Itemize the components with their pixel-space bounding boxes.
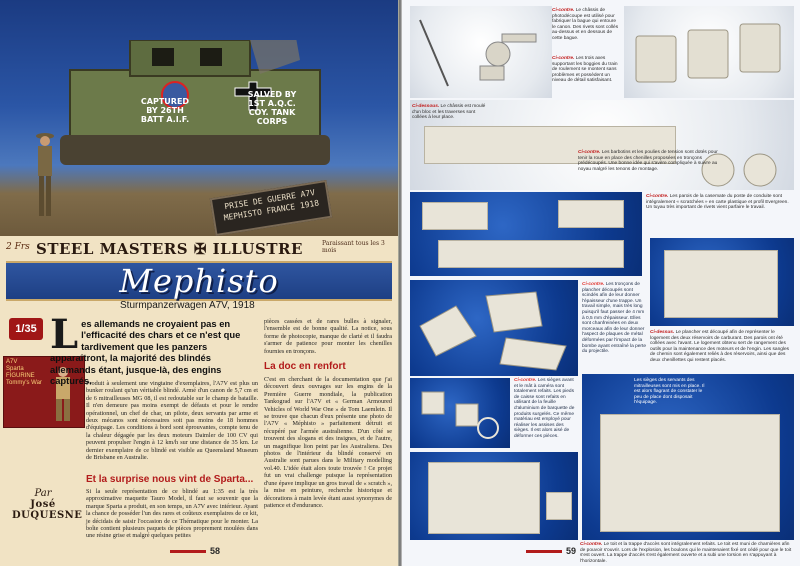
caption-5	[646, 194, 794, 211]
hatch-panel	[546, 492, 572, 520]
figure-label: FIGURINE	[6, 373, 35, 379]
caption-4	[578, 150, 728, 172]
figure-brand: Tommy's War	[6, 380, 42, 386]
page-number-left	[166, 546, 220, 556]
caption-5-label: Ci-contre.	[646, 194, 669, 199]
right-page	[402, 0, 800, 566]
caption-8	[514, 378, 578, 440]
caption-9	[634, 378, 710, 406]
caption-1-label: Ci-contre.	[552, 8, 575, 13]
caption-10-label: Ci-contre.	[580, 542, 603, 547]
author-name: José DUQUESNE	[12, 499, 83, 521]
caption-3-text: Le châssis est moulé d'un bloc et les traverses sont collées à leur place.	[412, 104, 486, 121]
floor-section	[664, 250, 778, 318]
title-banner	[6, 261, 392, 301]
byline-prefix: Par	[34, 488, 52, 499]
caption-7-label: Ci-dessus.	[650, 330, 675, 335]
kit-brand: Sparta	[6, 366, 24, 372]
photo-seats	[410, 378, 510, 448]
left-page	[0, 0, 398, 566]
caption-6-text: Les tronçons de plancher découpés sont scindés afin de leur donner l'épaisseur d'une trappe. Un travail simple, mais très long puisqu'il faut passer de 4 mm à 0,5 mm d'épaisseur. Elles sont chanfreinées en deux morceaux afin de leur donner l'aspect de plaques de métal déformées par l'impact de la bombe ayant entraîné la perte du projectile.	[582, 282, 647, 355]
heading-doc: La doc en renfort	[264, 361, 346, 372]
photo-casemate-walls	[410, 192, 642, 276]
caption-9-text: Les sièges des servants des mitrailleuses sont mis en place. Il est alors flagrant de constater le peu de place dont disposait l'équipage.	[634, 378, 705, 406]
caption-3-label: Ci-dessous.	[412, 104, 440, 109]
bogie-axles-illustration	[630, 16, 788, 90]
lead-paragraph	[50, 311, 256, 387]
wall-plate-1	[422, 202, 488, 230]
caption-2	[552, 56, 620, 84]
photo-roof-hatch	[410, 452, 578, 540]
body-col2-p1: pièces cassées et de rares bulles à signaler, l'ensemble est de bonne qualité. La notice, sous forme de photocopie, manque de clarté et il faudra s'armer de patience pour monter les chenilles fournies en tronçons.	[264, 318, 392, 355]
caption-4-text: Les barbotins et les poulies de tension sont dotés pour tenir la roue en place des chenilles proposées en tronçons prédécoupés. Une bonne idée qui s'avère compliquée à suivre au noyau malgré les tenons de montage.	[578, 150, 718, 172]
turret-parts-illustration	[418, 16, 544, 92]
roof-panel	[428, 462, 540, 534]
byline	[12, 488, 83, 521]
folio-rule	[170, 550, 206, 553]
caption-3	[412, 104, 488, 121]
caption-2-text: Les trois axes supportant les boggies du train de roulement se montent sans problèmes et possèdent un niveau de détail satisfaisant.	[552, 56, 618, 84]
caption-1-text: Le châssis de photodécoupe est utilisé pour fabriquer la bague qui entoure le canon. Des rivets sont collés au-dessus et en dessous de cette bague.	[552, 8, 619, 41]
wall-plate-3	[438, 240, 624, 268]
decal-salved: SALVED BY 1ST A.Q.C. COY. TANK CORPS	[247, 90, 297, 126]
body-col1-p2: Si la seule représentation de ce blindé au 1:35 est la très approximative maquette Tauro Model, il faut se souvenir que la marque Sparta a produit, en son temps, un A7V avec intérieur. Ayant la chance de posséder l'un des rares et coûteux exemplaires de ce kit, je décidais de saisir l'occasion de ce Thématique pour le monter. La boîte contient plusieurs paquets de pièces proprement moulées dans une résine grise et malgré quelques petites	[86, 488, 258, 540]
hero-photo-a7v-diorama	[0, 0, 398, 236]
captured-plate: PRISE DE GUERRE A7V MEPHISTO FRANCE 1918	[210, 180, 332, 236]
magazine-brand: STEEL MASTERS ✠ ILLUSTRE	[36, 240, 303, 258]
article-title: Mephisto	[119, 262, 279, 300]
photo-floor-plates	[410, 280, 578, 376]
decal-captured: CAPTURED BY 26TH BATT A.I.F.	[140, 97, 190, 124]
photo-turret-parts	[410, 6, 552, 98]
caption-5-text: Les parois de la casemate du poste de conduite sont intégralement « scratchées » en carte plastique et profil Evergreen. Un tuyau très important de rivets vient parfaire le travail.	[646, 194, 789, 211]
caption-1	[552, 8, 620, 42]
caption-2-label: Ci-contre.	[552, 56, 575, 61]
wall-plate-2	[558, 200, 624, 228]
seats-illustration	[416, 384, 504, 442]
body-col2-p2: C'est en cherchant de la documentation que j'ai découvert deux ouvrages sur les engins de la Première Guerre mondiale, la publication Tankograd sur l'A7V et « German Armoured Vehicles of World War One » de Tom Laemlein. Il se trouve que chacun d'eux présente une photo de l'A7V « Méphisto » parfaitement détruit et récupéré par l'armée australienne. D'un côté se trouvent des slogans et des insignes, et de l'autre, un magnifique lion peint par les Australiens. Des photos de l'intérieur du blindé conservé en Australie sont parues dans le Military modelling vol.40. L'idée était alors toute trouvée ! Ce projet fut un vrai challenge puisque la représentation d'une épave implique un gros travail de « scratch », la mise en peinture, recherche historique et décorations à main levée étant aussi synonymes de patience et d'endurance.	[264, 376, 392, 509]
caption-4-label: Ci-contre.	[578, 150, 601, 155]
masthead	[6, 238, 394, 260]
floor-plates-illustration	[416, 286, 572, 372]
soldier-figure	[32, 130, 58, 222]
kit-name: A7V	[6, 359, 18, 365]
caption-6	[582, 282, 646, 355]
publication-frequency: Paraissant tous les 3 mois	[322, 240, 385, 254]
folio-rule-right	[526, 550, 562, 553]
caption-7	[650, 330, 794, 364]
issue-price: 2 Frs	[6, 242, 30, 252]
page-number-right	[522, 546, 576, 556]
caption-8-label: Ci-contre.	[514, 378, 537, 383]
drop-cap: L	[50, 311, 79, 358]
interior-floor	[600, 414, 780, 532]
scale-badge: 1/35	[9, 318, 43, 340]
body-col1-p1: Produit à seulement une vingtaine d'exemplaires, l'A7V est plus un bunker roulant qu'un véritable blindé. Armé d'un canon de 5,7 cm et de 6 mitrailleuses MG 08, il est redoutable sur le champ de bataille. Il n'en demeure pas moins exempt de défauts et pour le rendre opérationnel, un chef de char, un pilote, deux servants par arme et deux mécanos sont nécessaires soit pas moins de 18 hommes d'équipage. Les conditions à bord sont éprouvantes, compte tenu de la chaleur dégagée par les deux moteurs Daimler de 100 CV qui peuvent propulser l'engin à 12 km/h sur une distance de 35 km. Le dernier exemplaire de ce blindé est visible au Queensland Museum de Brisbane en Australie.	[86, 380, 258, 462]
caption-6-label: Ci-contre.	[582, 282, 605, 287]
caption-10	[580, 542, 794, 564]
page-number-right-text: 59	[566, 546, 577, 556]
caption-7-text: Le plancher est découpé afin de représenter le logement des deux réservoirs de carburant. Des parois ont été collées avec l'avant. Le logement obtenu sert de rangement des outils pour la maintenance des moteurs et de l'engin. Les sangles de chemin sont également reliés à des réservoirs, ainsi que des deux chenillettes qui restent placés.	[650, 330, 790, 363]
caption-8-text: Les sièges avant et le mât à caméra sont totalement refaits. Les pieds de caisse sont refaits en utilisant de la feuille d'aluminium de barquette de produits surgelés. Ce même matériau est employé pour réaliser les assises des sièges. Il est alors aisé de déformer ces pièces.	[514, 378, 575, 439]
photo-floor-tanks	[650, 238, 794, 326]
lead-text: es allemands ne croyaient pas en l'efficacité des chars et ce n'est que tardivement que les panzers apparaîtront, la majorité des blindés allemands étant, jusque-là, des engins capturés.	[50, 318, 241, 387]
heading-sparta: Et la surprise nous vint de Sparta...	[86, 474, 254, 485]
kit-meta	[6, 359, 42, 387]
caption-10-text: Le toit et la trappe d'accès sont intégralement refaits. Le toit est muni de charnières afin de pouvoir s'ouvrir. Lors de l'explosion, les boulons qui le maintenaient fixé ont cédé pour que le toit s'est ouvert. La trappe d'accès s'est également ouverte et a subi une torsion en s'appuyant à l'horizontale.	[580, 542, 792, 564]
tank-illustration	[60, 40, 350, 180]
article-subtitle: Sturmpanzerwagen A7V, 1918	[120, 300, 255, 311]
page-number-left-text: 58	[210, 546, 221, 556]
photo-bogie-axles	[624, 6, 794, 98]
